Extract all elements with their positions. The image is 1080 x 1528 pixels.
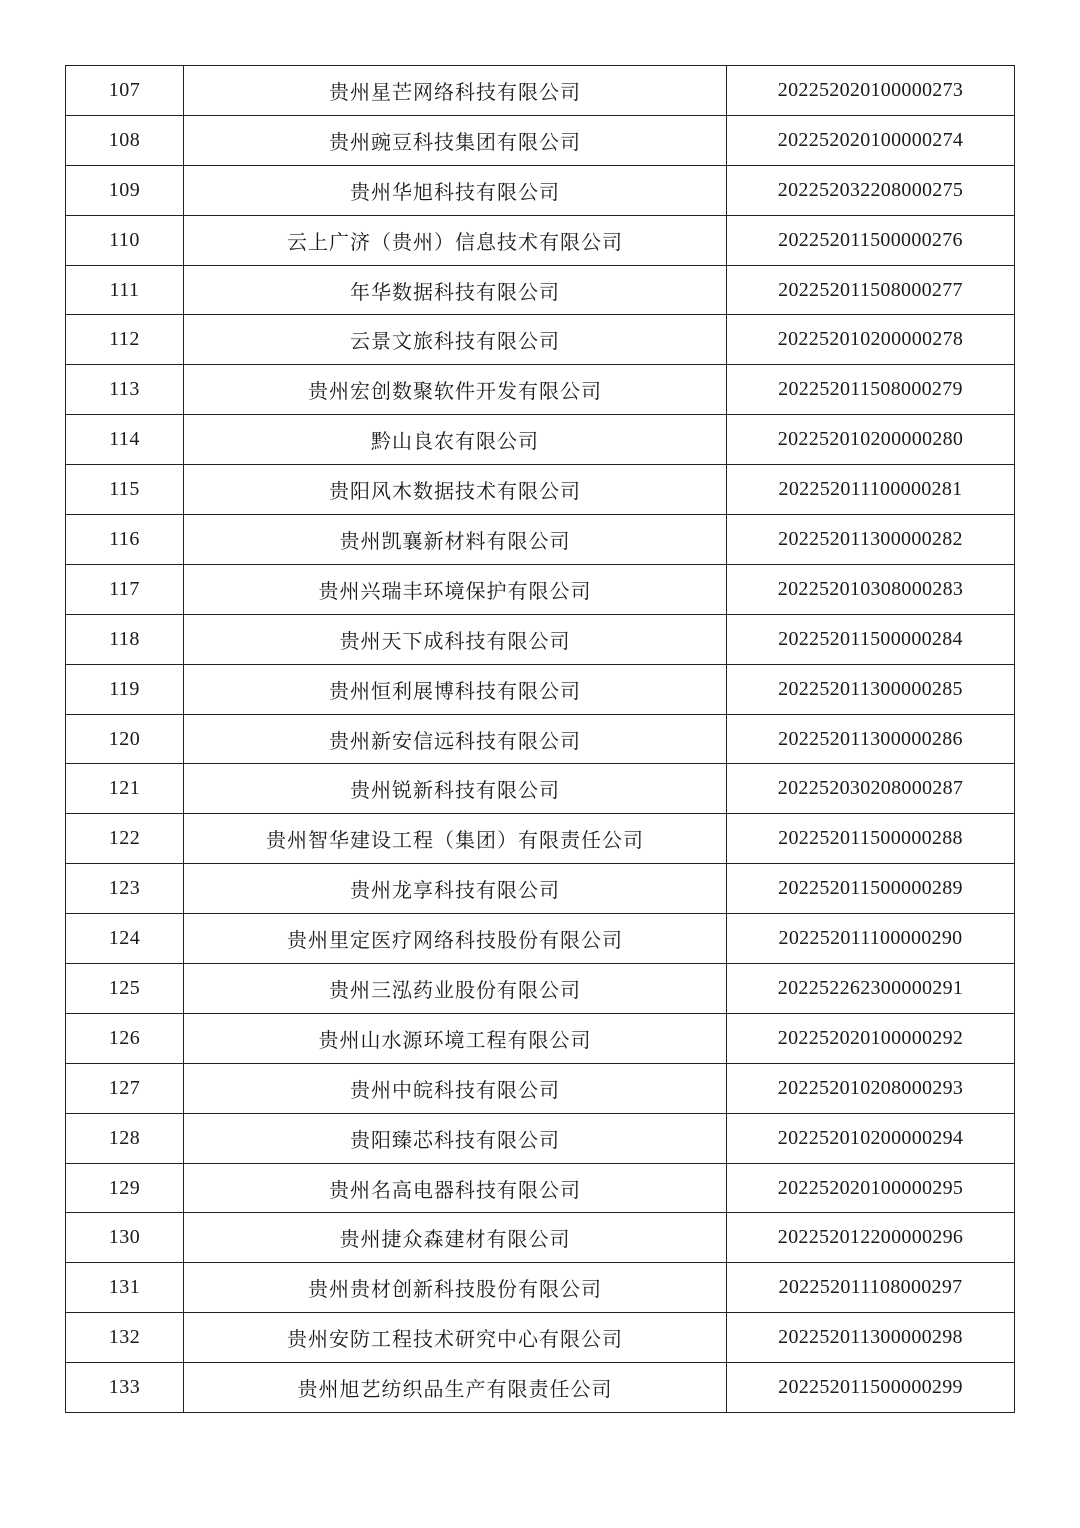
- table-row: [66, 1313, 1015, 1363]
- registration-code-cell: 202252020100000274: [727, 115, 1015, 165]
- company-name-cell: 贵州恒利展博科技有限公司: [184, 664, 727, 714]
- row-number-cell: 112: [66, 315, 184, 365]
- row-number-cell: 122: [66, 814, 184, 864]
- table-row: [66, 115, 1015, 165]
- company-name-cell: 贵州豌豆科技集团有限公司: [184, 115, 727, 165]
- company-name-cell: 贵州新安信远科技有限公司: [184, 714, 727, 764]
- row-number-cell: 117: [66, 564, 184, 614]
- row-number-cell: 121: [66, 764, 184, 814]
- company-name-cell: 贵州旭艺纺织品生产有限责任公司: [184, 1363, 727, 1413]
- table-row: [66, 864, 1015, 914]
- company-name-cell: 贵州名高电器科技有限公司: [184, 1163, 727, 1213]
- company-name-cell: 贵州山水源环境工程有限公司: [184, 1013, 727, 1063]
- table-row: [66, 1013, 1015, 1063]
- registration-code-cell: 202252010200000278: [727, 315, 1015, 365]
- registration-code-cell: 202252020100000273: [727, 66, 1015, 116]
- company-name-cell: 贵州里定医疗网络科技股份有限公司: [184, 914, 727, 964]
- registration-code-cell: 202252011500000276: [727, 215, 1015, 265]
- table-row: [66, 66, 1015, 116]
- row-number-cell: 118: [66, 614, 184, 664]
- registration-code-cell: 202252011100000281: [727, 465, 1015, 515]
- row-number-cell: 126: [66, 1013, 184, 1063]
- registration-code-cell: 202252010200000294: [727, 1113, 1015, 1163]
- registration-code-cell: 202252011300000285: [727, 664, 1015, 714]
- row-number-cell: 130: [66, 1213, 184, 1263]
- company-name-cell: 云景文旅科技有限公司: [184, 315, 727, 365]
- table-row: [66, 1163, 1015, 1213]
- row-number-cell: 108: [66, 115, 184, 165]
- row-number-cell: 114: [66, 415, 184, 465]
- registration-code-cell: 202252010208000293: [727, 1063, 1015, 1113]
- company-name-cell: 贵州星芒网络科技有限公司: [184, 66, 727, 116]
- registration-code-cell: 202252010200000280: [727, 415, 1015, 465]
- row-number-cell: 115: [66, 465, 184, 515]
- table-row: [66, 215, 1015, 265]
- company-name-cell: 贵州安防工程技术研究中心有限公司: [184, 1313, 727, 1363]
- row-number-cell: 125: [66, 964, 184, 1014]
- table-row: [66, 365, 1015, 415]
- table-row: [66, 1363, 1015, 1413]
- table-row: [66, 1213, 1015, 1263]
- company-name-cell: 贵州凯襄新材料有限公司: [184, 515, 727, 565]
- row-number-cell: 124: [66, 914, 184, 964]
- company-name-cell: 贵州智华建设工程（集团）有限责任公司: [184, 814, 727, 864]
- table-row: [66, 814, 1015, 864]
- company-name-cell: 贵州三泓药业股份有限公司: [184, 964, 727, 1014]
- registration-code-cell: 202252011300000282: [727, 515, 1015, 565]
- row-number-cell: 109: [66, 165, 184, 215]
- row-number-cell: 107: [66, 66, 184, 116]
- row-number-cell: 123: [66, 864, 184, 914]
- table-row: [66, 614, 1015, 664]
- table-row: [66, 465, 1015, 515]
- table-row: [66, 1113, 1015, 1163]
- table-body: [66, 66, 1015, 1413]
- company-name-cell: 贵州宏创数聚软件开发有限公司: [184, 365, 727, 415]
- registration-code-cell: 202252020100000292: [727, 1013, 1015, 1063]
- row-number-cell: 127: [66, 1063, 184, 1113]
- company-name-cell: 贵阳风木数据技术有限公司: [184, 465, 727, 515]
- table-row: [66, 415, 1015, 465]
- company-name-cell: 贵州捷众森建材有限公司: [184, 1213, 727, 1263]
- registration-code-cell: 202252020100000295: [727, 1163, 1015, 1213]
- company-list-table: [65, 65, 1015, 1413]
- table-row: [66, 914, 1015, 964]
- registration-code-cell: 202252030208000287: [727, 764, 1015, 814]
- company-name-cell: 贵阳臻芯科技有限公司: [184, 1113, 727, 1163]
- registration-code-cell: 202252032208000275: [727, 165, 1015, 215]
- row-number-cell: 129: [66, 1163, 184, 1213]
- company-name-cell: 贵州天下成科技有限公司: [184, 614, 727, 664]
- row-number-cell: 113: [66, 365, 184, 415]
- registration-code-cell: 202252011508000277: [727, 265, 1015, 315]
- table-row: [66, 1263, 1015, 1313]
- row-number-cell: 132: [66, 1313, 184, 1363]
- company-name-cell: 贵州龙享科技有限公司: [184, 864, 727, 914]
- table-row: [66, 664, 1015, 714]
- row-number-cell: 128: [66, 1113, 184, 1163]
- table-row: [66, 714, 1015, 764]
- registration-code-cell: 202252262300000291: [727, 964, 1015, 1014]
- company-name-cell: 贵州锐新科技有限公司: [184, 764, 727, 814]
- company-name-cell: 云上广济（贵州）信息技术有限公司: [184, 215, 727, 265]
- company-name-cell: 贵州华旭科技有限公司: [184, 165, 727, 215]
- row-number-cell: 133: [66, 1363, 184, 1413]
- registration-code-cell: 202252011108000297: [727, 1263, 1015, 1313]
- registration-code-cell: 202252011500000288: [727, 814, 1015, 864]
- registration-code-cell: 202252011500000284: [727, 614, 1015, 664]
- registration-code-cell: 202252011100000290: [727, 914, 1015, 964]
- company-name-cell: 黔山良农有限公司: [184, 415, 727, 465]
- table-row: [66, 315, 1015, 365]
- row-number-cell: 116: [66, 515, 184, 565]
- table-row: [66, 265, 1015, 315]
- table-row: [66, 564, 1015, 614]
- table-row: [66, 165, 1015, 215]
- registration-code-cell: 202252011300000286: [727, 714, 1015, 764]
- row-number-cell: 120: [66, 714, 184, 764]
- row-number-cell: 111: [66, 265, 184, 315]
- table-row: [66, 515, 1015, 565]
- table-row: [66, 964, 1015, 1014]
- row-number-cell: 110: [66, 215, 184, 265]
- registration-code-cell: 202252011508000279: [727, 365, 1015, 415]
- registration-code-cell: 202252011500000299: [727, 1363, 1015, 1413]
- row-number-cell: 131: [66, 1263, 184, 1313]
- table-row: [66, 764, 1015, 814]
- registration-code-cell: 202252012200000296: [727, 1213, 1015, 1263]
- table-row: [66, 1063, 1015, 1113]
- company-name-cell: 贵州贵材创新科技股份有限公司: [184, 1263, 727, 1313]
- company-name-cell: 年华数据科技有限公司: [184, 265, 727, 315]
- registration-code-cell: 202252010308000283: [727, 564, 1015, 614]
- company-name-cell: 贵州兴瑞丰环境保护有限公司: [184, 564, 727, 614]
- row-number-cell: 119: [66, 664, 184, 714]
- document-page: [65, 65, 1014, 1413]
- company-name-cell: 贵州中皖科技有限公司: [184, 1063, 727, 1113]
- registration-code-cell: 202252011500000289: [727, 864, 1015, 914]
- registration-code-cell: 202252011300000298: [727, 1313, 1015, 1363]
